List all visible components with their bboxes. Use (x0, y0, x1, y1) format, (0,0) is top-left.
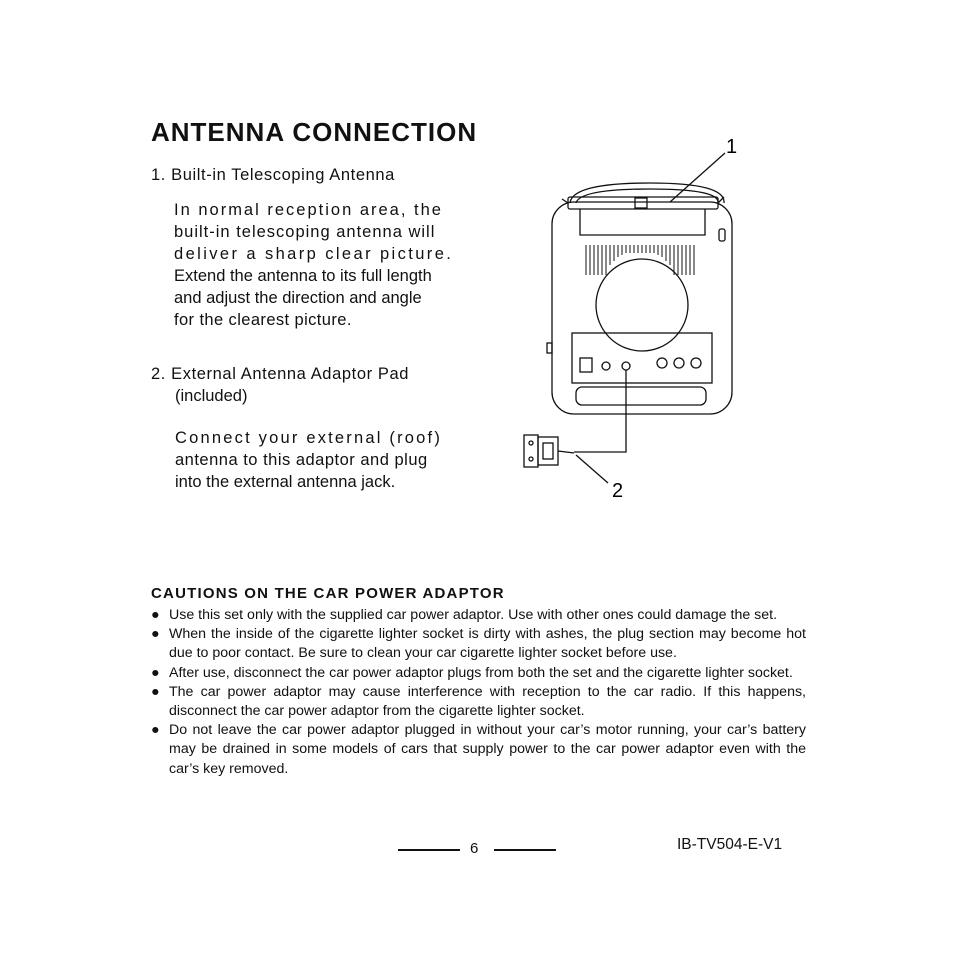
jack (602, 362, 610, 370)
bullet-icon: ● (151, 664, 160, 681)
tv-antenna-illustration (500, 125, 760, 505)
antenna-cable (574, 370, 626, 452)
cautions-heading: CAUTIONS ON THE CAR POWER ADAPTOR (151, 585, 505, 602)
text-line: antenna to this adaptor and plug (175, 451, 428, 469)
vent-grille (586, 245, 694, 275)
text-line: into the external antenna jack. (175, 473, 396, 491)
text-line: In normal reception area, the (174, 201, 443, 219)
text-line: and adjust the direction and angle (174, 289, 422, 307)
control-knob (691, 358, 701, 368)
callout-2: 2 (612, 480, 624, 502)
text-line: for the clearest picture. (174, 311, 352, 329)
footer-rule-left (398, 849, 460, 851)
jack-panel (572, 333, 712, 383)
bullet-icon: ● (151, 626, 160, 643)
text-line: deliver a sharp clear picture. (174, 245, 454, 263)
caution-text: Do not leave the car power adaptor plugged in without your car’s motor running, your car’s battery may be drained in some models of cars that supply power to the car power adaptor even with the car’s key removed. (169, 722, 806, 777)
builtin-antenna-description (174, 199, 462, 331)
page-title: ANTENNA CONNECTION (151, 117, 478, 147)
section-subheading-included: (included) (175, 387, 248, 405)
bullet-icon: ● (151, 722, 160, 739)
text-line: Extend the antenna to its full length (174, 267, 432, 285)
bullet-icon: ● (151, 607, 160, 623)
section-heading-external-antenna: 2. External Antenna Adaptor Pad (151, 365, 410, 383)
list-item (151, 683, 806, 721)
caution-text: After use, disconnect the car power adaptor plugs from both the set and the cigarette lighter socket. (169, 664, 793, 681)
control-knob (657, 358, 667, 368)
section-heading-builtin-antenna: 1. Built-in Telescoping Antenna (151, 166, 395, 184)
cautions-list (151, 606, 806, 779)
callout-line-1 (670, 153, 725, 202)
text-line: Connect your external (roof) (175, 429, 443, 447)
caution-text: The car power adaptor may cause interference with reception to the car radio. If this happens, disconnect the car power adaptor from the cigarette lighter socket. (169, 683, 806, 720)
callout-line-2 (576, 455, 608, 483)
list-item (151, 664, 806, 683)
text-line: built-in telescoping antenna will (174, 223, 436, 241)
telescoping-antenna (568, 197, 718, 209)
list-item (151, 606, 806, 625)
list-item (151, 721, 806, 779)
external-antenna-description (175, 427, 464, 493)
caution-text: When the inside of the cigarette lighter socket is dirty with ashes, the plug section may become hot due to poor contact. Be sure to clean your car cigarette lighter socket before use. (169, 626, 806, 662)
page-number: 6 (470, 840, 479, 857)
footer-rule-right (494, 849, 556, 851)
document-code: IB-TV504-E-V1 (677, 836, 783, 853)
external-antenna-jack (622, 362, 630, 370)
list-item (151, 625, 806, 663)
caution-text: Use this set only with the supplied car power adaptor. Use with other ones could damage the set. (169, 607, 778, 623)
antenna-adaptor-pad (524, 435, 574, 467)
control-knob (674, 358, 684, 368)
callout-1: 1 (726, 136, 738, 158)
bullet-icon: ● (151, 683, 160, 700)
speaker-circle (596, 259, 688, 351)
